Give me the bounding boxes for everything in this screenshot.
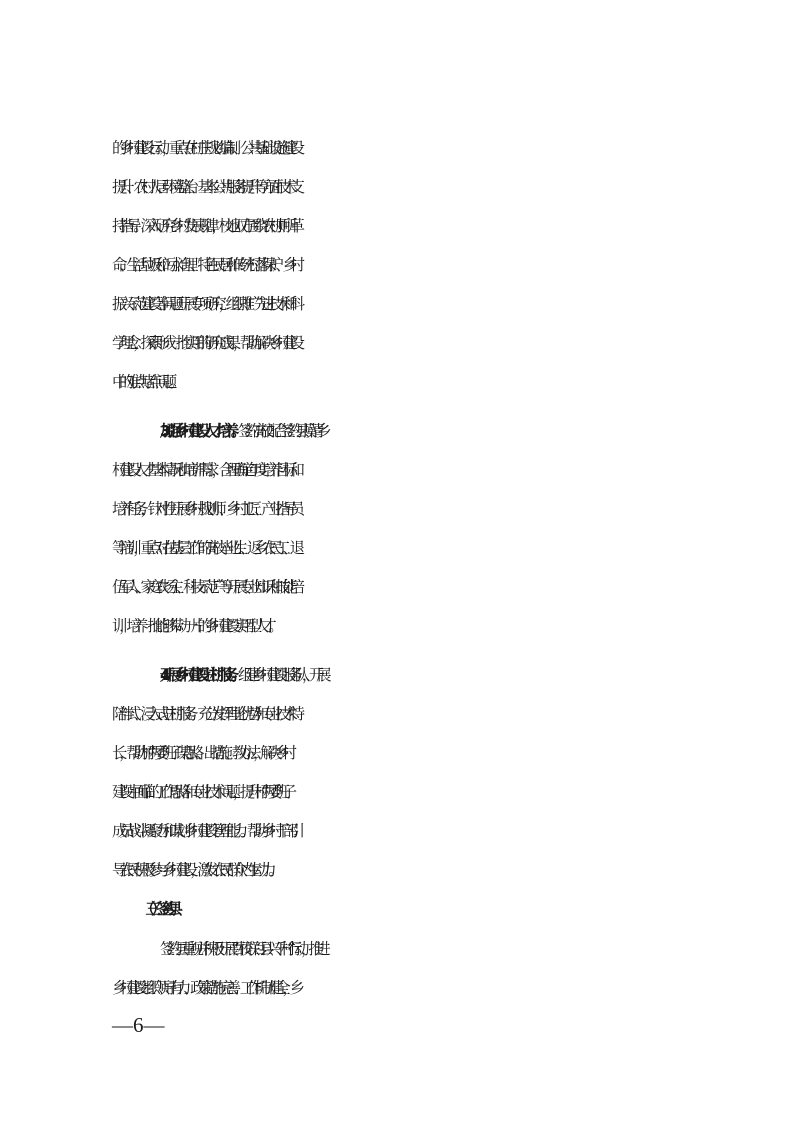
paragraph-3-line-4: 建设中面临的工作思路和专业技术问题，提升村“两委”班子 [112, 783, 289, 801]
paragraph-2-line-4: 等培训，重点对在基层工作的高校毕业生、返乡农民工、退 [112, 539, 297, 557]
paragraph-2-line-2: 村建设人才基本情况和培训需求，合理确定年度培养目标和 [112, 461, 297, 479]
paragraph-1-line-6: 学理念，探索形成一批实用的研究成果，帮助解决乡村建设 [112, 334, 297, 352]
paragraph-1-line-4: 命、生活垃圾和污水治理、特色民居和传统村落保护、乡村 [112, 256, 297, 274]
paragraph-2-heading: 3.加强乡村建设人才培养。 [160, 422, 238, 440]
paragraph-3-heading: 4.开展乡村建设驻村服务。 [160, 666, 238, 684]
paragraph-2-line-1 [0, 411, 794, 451]
paragraph-1-line-1: 的乡村建设行动，重点在村庄规划编制、公共基础设施建设 [112, 139, 297, 157]
paragraph-3-line-2: 陪伴式、浸入式驻村服务。充分发挥理论优势和专业技术特 [112, 705, 297, 723]
paragraph-1-line-5: 振兴示范建设等问题开展专项研究，组织推广先进技术和科 [112, 295, 297, 313]
paragraph-3-line-3: 长，帮助村“两委”班子谋思路、出措施、教办法，解决乡村 [112, 744, 289, 762]
paragraph-1-line-2: 提升、农村人居环境整治、基本公共服务提升等方面技术支 [112, 178, 297, 196]
page-number: —6— [112, 1013, 165, 1037]
paragraph-3-line-5: 成员战斗凝聚力和谋划乡村建设管理能力。帮助乡村干部引 [112, 822, 297, 840]
paragraph-1-line-7: 中的难点堵点问题。 [112, 373, 176, 391]
paragraph-1-line-3: 持指导。深入研究乡村发展规律，校地双方围绕农村厕所革 [112, 217, 297, 235]
paragraph-4-line-2: 乡村建设组织领导有力、政策措施完善、工作机制健全，乡 [112, 979, 297, 997]
paragraph-2-first-line-text: 签约高校配合签约县摸清乡 [237, 422, 324, 440]
paragraph-3-line-6: 导农民积极参与乡村建设，激发农民群众内生动力。 [112, 861, 276, 879]
paragraph-2-line-6: 训，培养一批能够带动一片的乡村建设实用型人才。 [112, 617, 276, 635]
paragraph-3-line-1 [0, 655, 794, 695]
section-heading: （三）签约县 [140, 900, 174, 918]
paragraph-2-line-3: 培养任务，针对性开展乡村规划师、乡村工匠、产业指导员 [112, 500, 297, 518]
paragraph-2-line-5: 伍军人、家庭农场主、科技示范户等开展专业知识和技能培 [112, 578, 297, 596]
paragraph-3-first-line-text: 组建乡村建设服务队，开展 [237, 666, 324, 684]
paragraph-4-line-1: 签约县重视并积极开展“百校联百县兴千村”行动，推进 [160, 940, 323, 958]
